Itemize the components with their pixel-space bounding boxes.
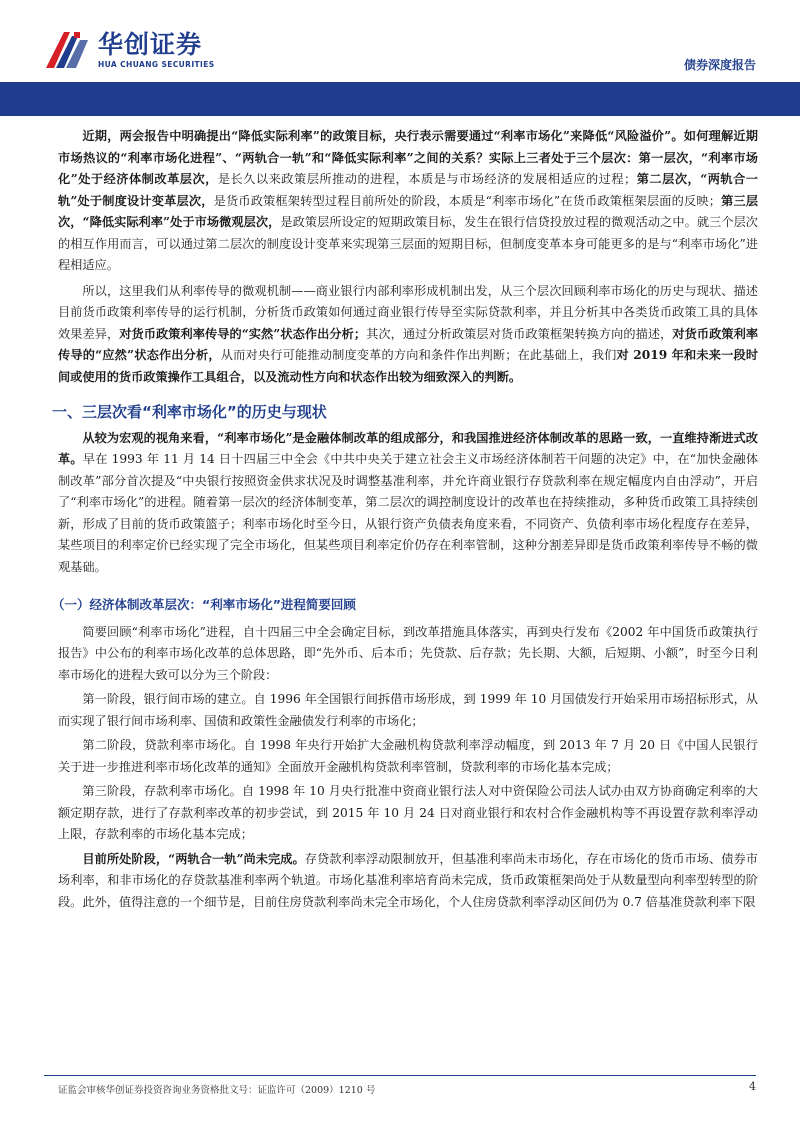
paragraph-macro-view: 从较为宏观的视角来看，“利率市场化”是金融体制改革的组成部分，和我国推进经济体制改革的思路一致，一直维持渐进式改革。早在 1993 年 11 月 14 日十四届三中全会《中共中央关于建立社会主义市场经济体制若干问题的决定》中，在“加快金融体制改革”部分首次提及“中央银行按照资金供求状况及时调整基准利率，并允许商业银行存贷款利率在规定幅度内自由浮动”，开启了“利率市场化”的进程。随着第一层次的经济体制变革，第二层次的调控制度设计的改革也在持续推动，多种货币政策工具持续创新，形成了目前的货币政策篮子；利率市场化时至今日，从银行资产负债表角度来看，不同资产、负债利率市场化程度存在差异，某些项目的利率定价已经实现了完全市场化，但某些项目利率定价仍存在利率管制，这种分割差异即是货币政策利率传导不畅的微观基础。 (58, 430, 759, 574)
main-content (52, 126, 759, 916)
paragraph-stage-1: 第一阶段，银行间市场的建立。自 1996 年全国银行间拆借市场形成，到 1999 年 10 月国债发行开始采用市场招标形式，从而实现了银行间市场利率、国债和政策性金融债发行利率的市场化； (58, 692, 758, 728)
report-type-label: 债券深度报告 (683, 58, 756, 72)
subsection-heading-1: （一）经济体制改革层次：“利率市场化”进程简要回顾 (52, 597, 356, 612)
paragraph-approach: 所以，这里我们从利率传导的微观机制——商业银行内部利率形成机制出发，从三个层次回顾利率市场化的历史与现状、描述目前货币政策利率传导的运行机制，分析货币政策如何通过商业银行传导至实际贷款利率，并且分析其中各类货币政策工具的具体效果差异，对货币政策利率传导的“实然”状态作出分析；其次，通过分析政策层对货币政策框架转换方向的描述，对货币政策利率传导的“应然”状态作出分析，从而对央行可能推动制度变革的方向和条件作出判断；在此基础上，我们对 2019 年和未来一段时间或使用的货币政策操作工具组合，以及流动性方向和状态作出较为细致深入的判断。 (58, 283, 759, 384)
logo-emblem-icon (44, 28, 90, 72)
paragraph-review: 简要回顾“利率市场化”进程，自十四届三中全会确定目标，到改革措施具体落实，再到央行发布《2002 年中国货币政策执行报告》中公布的利率市场化改革的总体思路，即“先外币、后本币；先贷款、后存款；先长期、大额，后短期、小额”，时至今日利率市场化的进程大致可以分为三个阶段： (58, 624, 758, 682)
page-header (0, 0, 800, 90)
logo-english-name: HUA CHUANG SECURITIES (98, 59, 215, 69)
paragraph-current-stage: 目前所处阶段，“两轨合一轨”尚未完成。存贷款利率浮动限制放开，但基准利率尚未市场化，存在市场化的货币市场、债券市场利率，和非市场化的存贷款基准利率两个轨道。市场化基准利率培育尚未完成，货币政策框架尚处于从数量型向利率型转型的阶段。此外，值得注意的一个细节是，目前住房贷款利率尚未完全市场化，个人住房贷款利率浮动区间仍为 0.7 倍基准贷款利率下限 (58, 851, 758, 909)
logo-chinese-name: 华创证券 (98, 29, 203, 59)
company-logo (44, 28, 215, 72)
footer-divider (44, 1075, 756, 1076)
header-band (0, 82, 800, 116)
page-number: 4 (749, 1080, 756, 1093)
paragraph-stage-2: 第二阶段，贷款利率市场化。自 1998 年央行开始扩大金融机构贷款利率浮动幅度，到 2013 年 7 月 20 日《中国人民银行关于进一步推进利率市场化改革的通知》全面放开金融机构贷款利率管制，贷款利率的市场化基本完成； (58, 738, 758, 774)
paragraph-intro: 近期，两会报告中明确提出“降低实际利率”的政策目标，央行表示需要通过“利率市场化”来降低“风险溢价”。如何理解近期市场热议的“利率市场化进程”、“两轨合一轨”和“降低实际利率”之间的关系？实际上三者处于三个层次：第一层次，“利率市场化”处于经济体制改革层次，是长久以来政策层所推动的进程，本质是与市场经济的发展相适应的过程；第二层次，“两轨合一轨”处于制度设计变革层次，是货币政策框架转型过程目前所处的阶段，本质是“利率市场化”在货币政策框架层面的反映；第三层次，“降低实际利率”处于市场微观层次，是政策层所设定的短期政策目标，发生在银行信贷投放过程的微观活动之中。就三个层次的相互作用而言，可以通过第二层次的制度设计变革来实现第三层面的短期目标，但制度变革本身可能更多的是与“利率市场化”进程相适应。 (58, 129, 759, 272)
paragraph-stage-3: 第三阶段，存款利率市场化。自 1998 年 10 月央行批准中资商业银行法人对中资保险公司法人试办由双方协商确定利率的大额定期存款，进行了存款利率改革的初步尝试，到 2015 年 10 月 24 日对商业银行和农村合作金融机构等不再设置存款利率浮动上限，存款利率的市场化基本完成； (58, 784, 758, 841)
footer-license: 证监会审核华创证券投资咨询业务资格批文号：证监许可（2009）1210 号 (58, 1085, 376, 1096)
section-heading-1: 一、三层次看“利率市场化”的历史与现状 (52, 403, 327, 421)
header-divider (0, 116, 800, 118)
